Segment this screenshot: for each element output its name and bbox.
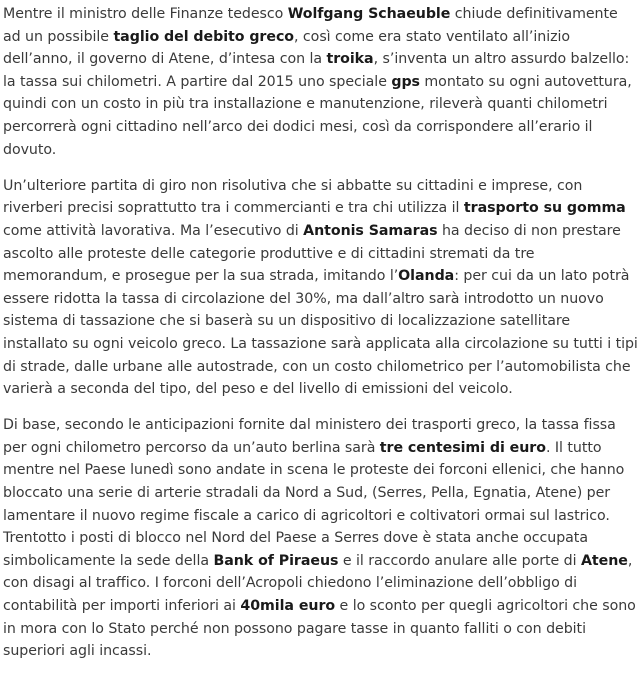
- text-run: , con disagi al traffico. I forconi dell’Acropoli chiedono l’eliminazione dell’obbligo di contabilità per importi inferiori ai: [3, 552, 633, 615]
- text-run: . Il tutto mentre nel Paese lunedì sono andate in scena le proteste dei forconi ellenici, che hanno bloccato una serie di arterie stradali da Nord a Sud, (Serres, Pella, Egnatia, Atene) per lamentare il nuovo regime fiscale a carico di agricoltori e coltivatori ormai sul lastrico. Trentotto i posti di blocco nel Nord del Paese a Serres dove è stata anche occupata simbolicamente la sede della: [3, 439, 625, 569]
- text-run: chiude definitivamente ad un possibile: [3, 6, 618, 45]
- paragraph-1: [3, 3, 639, 161]
- paragraph-2: [3, 175, 639, 401]
- text-run: come attività lavorativa. Ma l’esecutivo di: [3, 222, 304, 239]
- bold-debt-cut: taglio del debito greco: [113, 28, 295, 45]
- bold-road-transport: trasporto su gomma: [463, 200, 626, 217]
- bold-name-samaras: Antonis Samaras: [303, 222, 438, 239]
- text-run: e lo sconto per quegli agricoltori che sono in mora con lo Stato perché non possono pagare tasse in quanto falliti o con debiti superiori agli incassi.: [3, 598, 636, 660]
- bold-40mila-euro: 40mila euro: [240, 598, 336, 615]
- text-run: : per cui da un lato potrà essere ridotta la tassa di circolazione del 30%, ma dall’altro sarà introdotto un nuovo sistema di tassazione che si baserà su un dispositivo di localizzazione satellitare installato su ogni veicolo greco. La tassazione sarà applicata alla circolazione su tutti i tipi di strade, dalle urbane alle autostrade, con un costo chilometrico per l’automobilista che varierà a seconda del tipo, del peso e del livello di emissioni del veicolo.: [3, 268, 638, 398]
- text-run: Mentre il ministro delle Finanze tedesco: [3, 6, 288, 22]
- text-run: Di base, secondo le anticipazioni fornite dal ministero dei trasporti greco, la tassa fissa per ogni chilometro percorso da un’auto berlina sarà: [3, 417, 616, 456]
- paragraph-3: [3, 414, 639, 663]
- text-run: ha deciso di non prestare ascolto alle proteste delle categorie produttive e di cittadini stremati da tre memorandum, e prosegue per la sua strada, imitando l’: [3, 222, 621, 285]
- bold-bank-of-piraeus: Bank of Piraeus: [213, 552, 339, 569]
- text-run: montato su ogni autovettura, quindi con un costo in più tra installazione e manutenzione, rileverà quanti chilometri percorrerà ogni cittadino nell’arco dei dodici mesi, così da corrispondere all’erario il dovuto.: [3, 73, 632, 158]
- bold-three-cents: tre centesimi di euro: [379, 439, 546, 456]
- bold-atene: Atene: [580, 552, 628, 569]
- bold-gps: gps: [391, 73, 420, 90]
- text-run: , s’inventa un altro assurdo balzello: la tassa sui chilometri. A partire dal 2015 uno speciale: [3, 51, 630, 90]
- bold-olanda: Olanda: [398, 268, 455, 285]
- article-body: [3, 3, 639, 676]
- text-run: Un’ulteriore partita di giro non risolutiva che si abbatte su cittadini e imprese, con riverberi precisi soprattutto tra i commercianti e tra chi utilizza il: [3, 177, 583, 217]
- text-run: , così come era stato ventilato all’inizio dell’anno, il governo di Atene, d’intesa con la: [3, 28, 571, 68]
- bold-name-schaeuble: Wolfgang Schaeuble: [287, 6, 451, 22]
- text-run: e il raccordo anulare alle porte di: [338, 552, 581, 569]
- bold-troika: troika: [326, 51, 374, 68]
